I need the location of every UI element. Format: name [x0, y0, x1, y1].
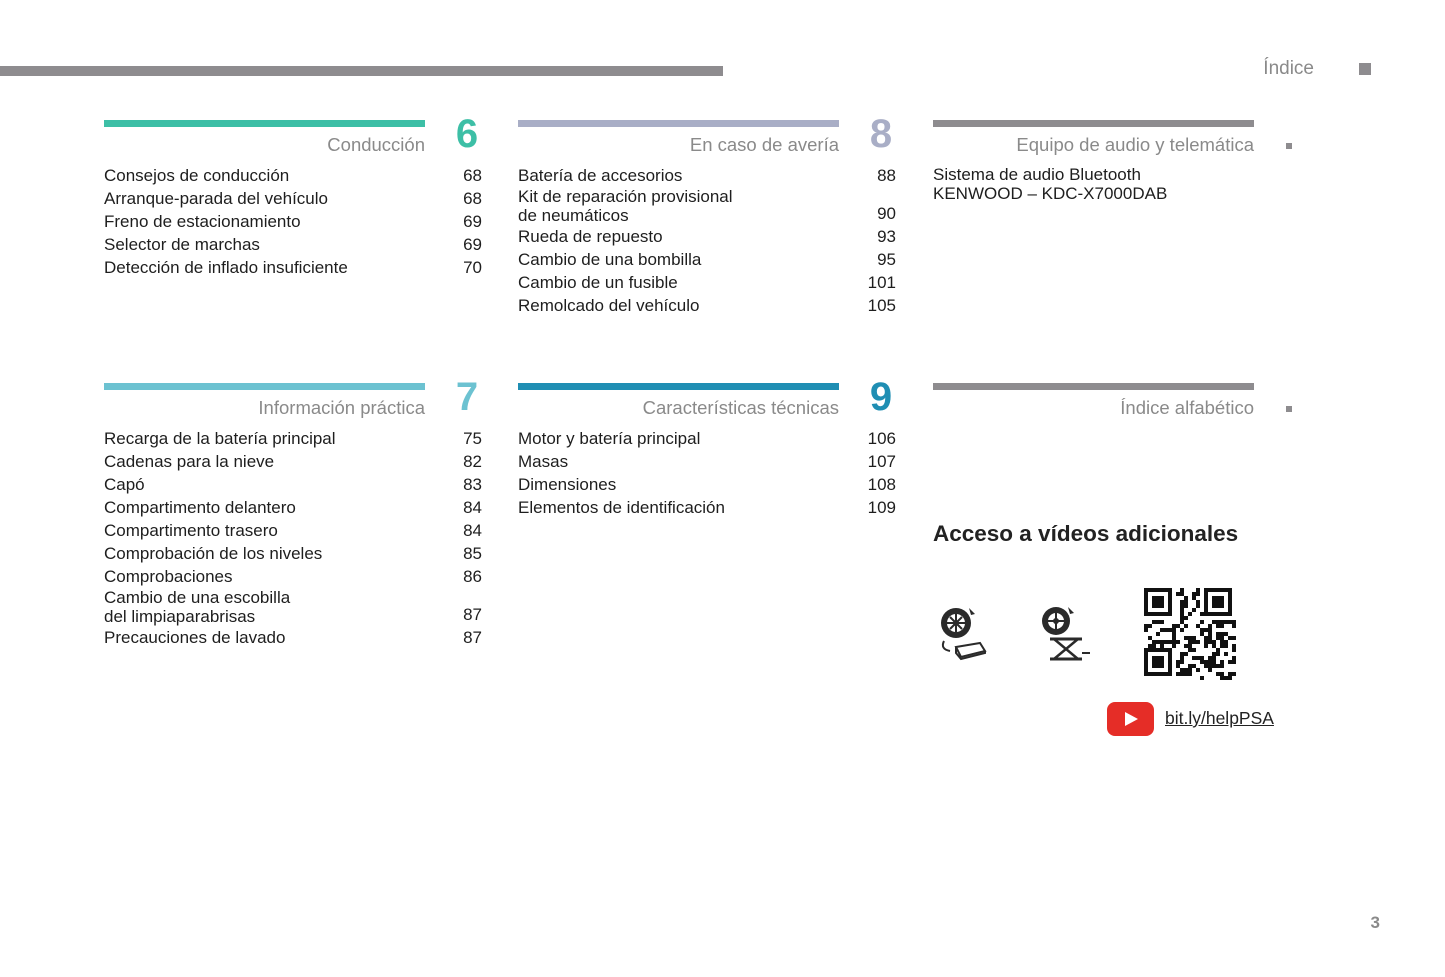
- toc-entry-page: 69: [463, 235, 482, 254]
- toc-entry-page: 87: [463, 605, 482, 624]
- toc-entry[interactable]: [518, 164, 896, 187]
- toc-entry-page: 90: [877, 204, 896, 223]
- section-bar: [518, 120, 839, 127]
- toc-entry-page: 87: [463, 628, 482, 647]
- toc-entry[interactable]: [104, 450, 482, 473]
- toc-entry[interactable]: [518, 225, 896, 248]
- toc-entry-label: Elementos de identificación: [518, 498, 725, 517]
- toc-entry-page: 105: [867, 296, 896, 315]
- header-bar: [0, 66, 723, 76]
- toc-entry[interactable]: [518, 496, 896, 519]
- section-item-list: [933, 165, 1311, 203]
- section-item-list: [104, 427, 482, 649]
- toc-entry[interactable]: [518, 271, 896, 294]
- toc-entry[interactable]: [104, 187, 482, 210]
- toc-entry-label: Masas: [518, 452, 569, 471]
- toc-entry-label: Freno de estacionamiento: [104, 212, 301, 231]
- toc-entry-label: Cambio de una escobilla del limpiaparabrisas: [104, 588, 291, 626]
- toc-entry-label: Sistema de audio Bluetooth KENWOOD – KDC-X7000DAB: [933, 165, 1168, 203]
- toc-entry-label: Dimensiones: [518, 475, 617, 494]
- section-title: Características técnicas: [642, 397, 839, 418]
- toc-entry-page: 83: [463, 475, 482, 494]
- section-marker: [1286, 406, 1292, 412]
- toc-entry-page: 88: [877, 166, 896, 185]
- section-title: Índice alfabético: [1120, 397, 1254, 418]
- toc-entry-label: Capó: [104, 475, 145, 494]
- toc-entry-page: 86: [463, 567, 482, 586]
- toc-entry[interactable]: [518, 427, 896, 450]
- toc-entry[interactable]: [933, 165, 1311, 203]
- section-bar: [518, 383, 839, 390]
- qr-code-icon[interactable]: [1144, 588, 1236, 680]
- toc-entry-label: Consejos de conducción: [104, 166, 290, 185]
- toc-entry-label: Kit de reparación provisional de neumáticos: [518, 187, 733, 225]
- toc-entry-label: Detección de inflado insuficiente: [104, 258, 348, 277]
- toc-entry-label: Motor y batería principal: [518, 429, 701, 448]
- toc-entry-page: 85: [463, 544, 482, 563]
- toc-entry-label: Compartimento trasero: [104, 521, 278, 540]
- toc-entry-page: 84: [463, 498, 482, 517]
- video-link[interactable]: bit.ly/helpPSA: [1165, 708, 1274, 728]
- toc-entry-page: 106: [867, 429, 896, 448]
- section-number: 8: [869, 112, 893, 156]
- toc-entry-label: Cambio de una bombilla: [518, 250, 702, 269]
- toc-entry-page: 75: [463, 429, 482, 448]
- toc-entry-label: Cambio de un fusible: [518, 273, 678, 292]
- section-number: 9: [869, 375, 893, 419]
- toc-entry-label: Precauciones de lavado: [104, 628, 286, 647]
- toc-entry[interactable]: [104, 256, 482, 279]
- toc-entry[interactable]: [104, 565, 482, 588]
- toc-entry-page: 93: [877, 227, 896, 246]
- section-bar: [933, 383, 1254, 390]
- toc-entry[interactable]: [518, 450, 896, 473]
- section-title: Información práctica: [258, 397, 425, 418]
- section-number: 6: [455, 112, 479, 156]
- youtube-icon[interactable]: [1107, 702, 1154, 736]
- toc-entry[interactable]: [104, 588, 482, 626]
- page-title: Índice: [1263, 58, 1314, 79]
- toc-entry[interactable]: [104, 473, 482, 496]
- toc-entry[interactable]: [518, 187, 896, 225]
- section-item-list: [104, 164, 482, 279]
- videos-heading: Acceso a vídeos adicionales: [933, 521, 1239, 546]
- toc-entry-page: 84: [463, 521, 482, 540]
- toc-entry-label: Rueda de repuesto: [518, 227, 663, 246]
- toc-entry[interactable]: [518, 294, 896, 317]
- toc-entry-page: 69: [463, 212, 482, 231]
- toc-entry-page: 108: [867, 475, 896, 494]
- tyre-jack-icon[interactable]: [1036, 605, 1092, 663]
- toc-entry[interactable]: [104, 210, 482, 233]
- toc-entry-page: 101: [867, 273, 896, 292]
- toc-entry[interactable]: [104, 519, 482, 542]
- toc-entry-page: 68: [463, 166, 482, 185]
- toc-entry[interactable]: [104, 427, 482, 450]
- section-number: 7: [455, 375, 479, 419]
- toc-entry[interactable]: [104, 496, 482, 519]
- section-title: Equipo de audio y telemática: [1016, 134, 1254, 155]
- toc-entry-page: 70: [463, 258, 482, 277]
- section-title: En caso de avería: [689, 134, 839, 155]
- toc-entry-label: Recarga de la batería principal: [104, 429, 336, 448]
- toc-entry-label: Compartimento delantero: [104, 498, 296, 517]
- toc-entry-label: Arranque-parada del vehículo: [104, 189, 328, 208]
- toc-entry-label: Comprobación de los niveles: [104, 544, 323, 563]
- toc-entry[interactable]: [104, 542, 482, 565]
- toc-entry[interactable]: [518, 473, 896, 496]
- section-item-list: [518, 427, 896, 519]
- toc-entry[interactable]: [104, 233, 482, 256]
- toc-entry-label: Remolcado del vehículo: [518, 296, 700, 315]
- toc-entry-label: Batería de accesorios: [518, 166, 683, 185]
- section-bar: [104, 383, 425, 390]
- toc-entry-page: 107: [867, 452, 896, 471]
- tyre-repair-kit-icon[interactable]: [936, 605, 988, 663]
- toc-entry[interactable]: [104, 164, 482, 187]
- header-square: [1359, 63, 1371, 75]
- toc-entry-page: 95: [877, 250, 896, 269]
- section-bar: [933, 120, 1254, 127]
- section-bar: [104, 120, 425, 127]
- toc-entry-label: Comprobaciones: [104, 567, 233, 586]
- page-number: 3: [1370, 913, 1380, 932]
- toc-entry-page: 82: [463, 452, 482, 471]
- toc-entry-label: Cadenas para la nieve: [104, 452, 275, 471]
- section-marker: [1286, 143, 1292, 149]
- section-title: Conducción: [327, 134, 425, 155]
- toc-entry-page: 68: [463, 189, 482, 208]
- toc-entry-label: Selector de marchas: [104, 235, 260, 254]
- toc-entry-page: 109: [867, 498, 896, 517]
- section-item-list: [518, 164, 896, 317]
- toc-entry[interactable]: [518, 248, 896, 271]
- toc-entry[interactable]: [104, 626, 482, 649]
